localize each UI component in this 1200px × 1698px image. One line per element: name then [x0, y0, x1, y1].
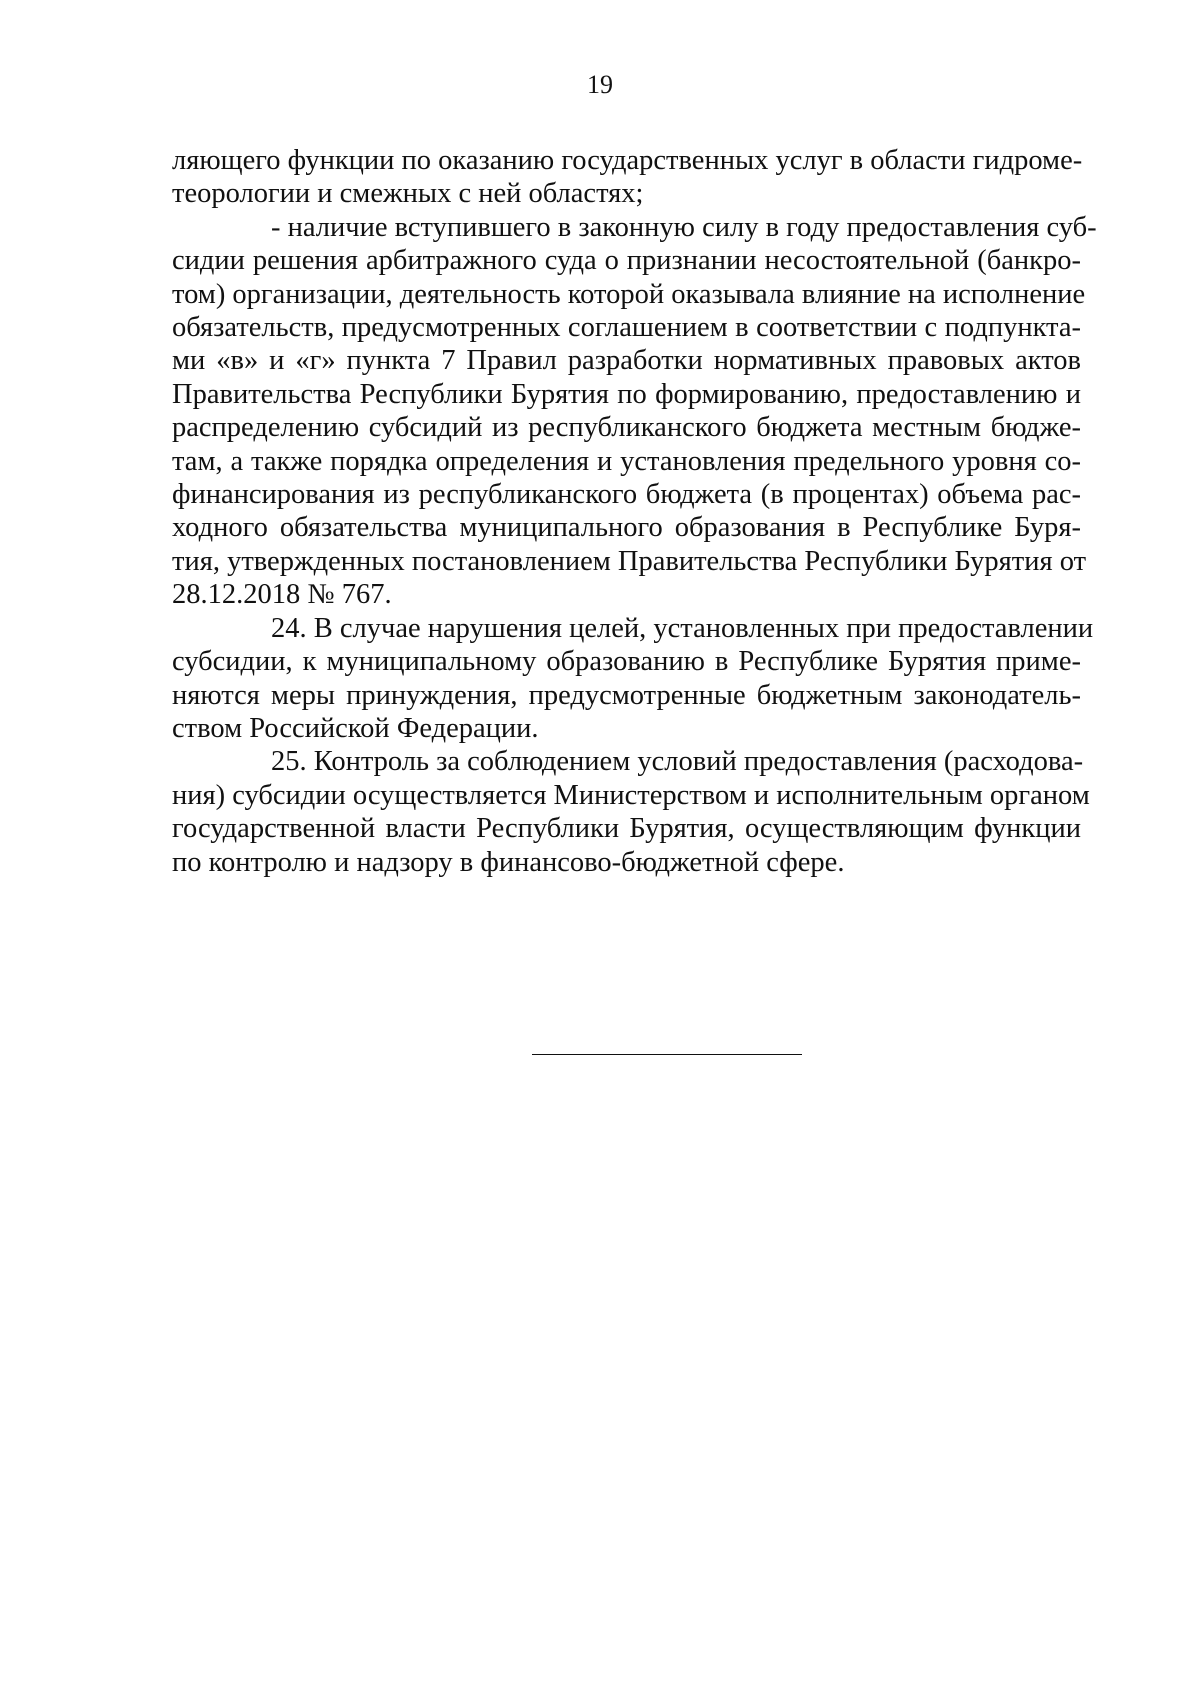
- text-line: 24. В случае нарушения целей, установленных при предоставлении: [271, 612, 1094, 644]
- text-line: теорологии и смежных с ней областях;: [172, 178, 644, 210]
- paragraph-bankruptcy-condition: [172, 211, 1097, 612]
- end-divider-line: [532, 1054, 802, 1055]
- text-line: обязательств, предусмотренных соглашением в соответствии с подпункта-: [172, 312, 1081, 344]
- text-line: ляющего функции по оказанию государственных услуг в области гидроме-: [172, 145, 1083, 176]
- text-line: финансирования из республиканского бюджета (в процентах) объема рас-: [172, 479, 1081, 511]
- paragraph-continuation: [172, 144, 1081, 211]
- page-number: 19: [587, 70, 613, 99]
- paragraph-item-25: [172, 745, 1090, 879]
- text-line: ния) субсидии осуществляется Министерством и исполнительным органом: [172, 779, 1090, 811]
- text-line: по контролю и надзору в финансово-бюджетной сфере.: [172, 846, 845, 878]
- text-line: том) организации, деятельность которой оказывала влияние на исполнение: [172, 278, 1086, 310]
- text-line: 28.12.2018 № 767.: [172, 579, 392, 611]
- text-line: ходного обязательства муниципального образования в Республике Буря-: [172, 512, 1081, 544]
- text-line: там, а также порядка определения и установления предельного уровня со-: [172, 445, 1081, 477]
- text-line: няются меры принуждения, предусмотренные бюджетным законодатель-: [172, 679, 1081, 711]
- text-line: распределению субсидий из республиканского бюджета местным бюдже-: [172, 412, 1081, 444]
- text-line: ми «в» и «г» пункта 7 Правил разработки нормативных правовых актов: [172, 345, 1081, 377]
- text-line: 25. Контроль за соблюдением условий предоставления (расходова-: [271, 746, 1084, 778]
- text-line: субсидии, к муниципальному образованию в Республике Бурятия приме-: [172, 646, 1081, 678]
- paragraph-item-24: [172, 612, 1094, 746]
- text-line: тия, утвержденных постановлением Правительства Республики Бурятия от: [172, 545, 1087, 577]
- document-body: [172, 144, 1097, 879]
- text-line: государственной власти Республики Бурятия, осуществляющим функции: [172, 813, 1081, 845]
- text-line: - наличие вступившего в законную силу в году предоставления суб-: [271, 211, 1097, 243]
- text-line: Правительства Республики Бурятия по формированию, предоставлению и: [172, 378, 1081, 410]
- text-line: ством Российской Федерации.: [172, 712, 539, 744]
- text-line: сидии решения арбитражного суда о признании несостоятельной (банкро-: [172, 245, 1081, 277]
